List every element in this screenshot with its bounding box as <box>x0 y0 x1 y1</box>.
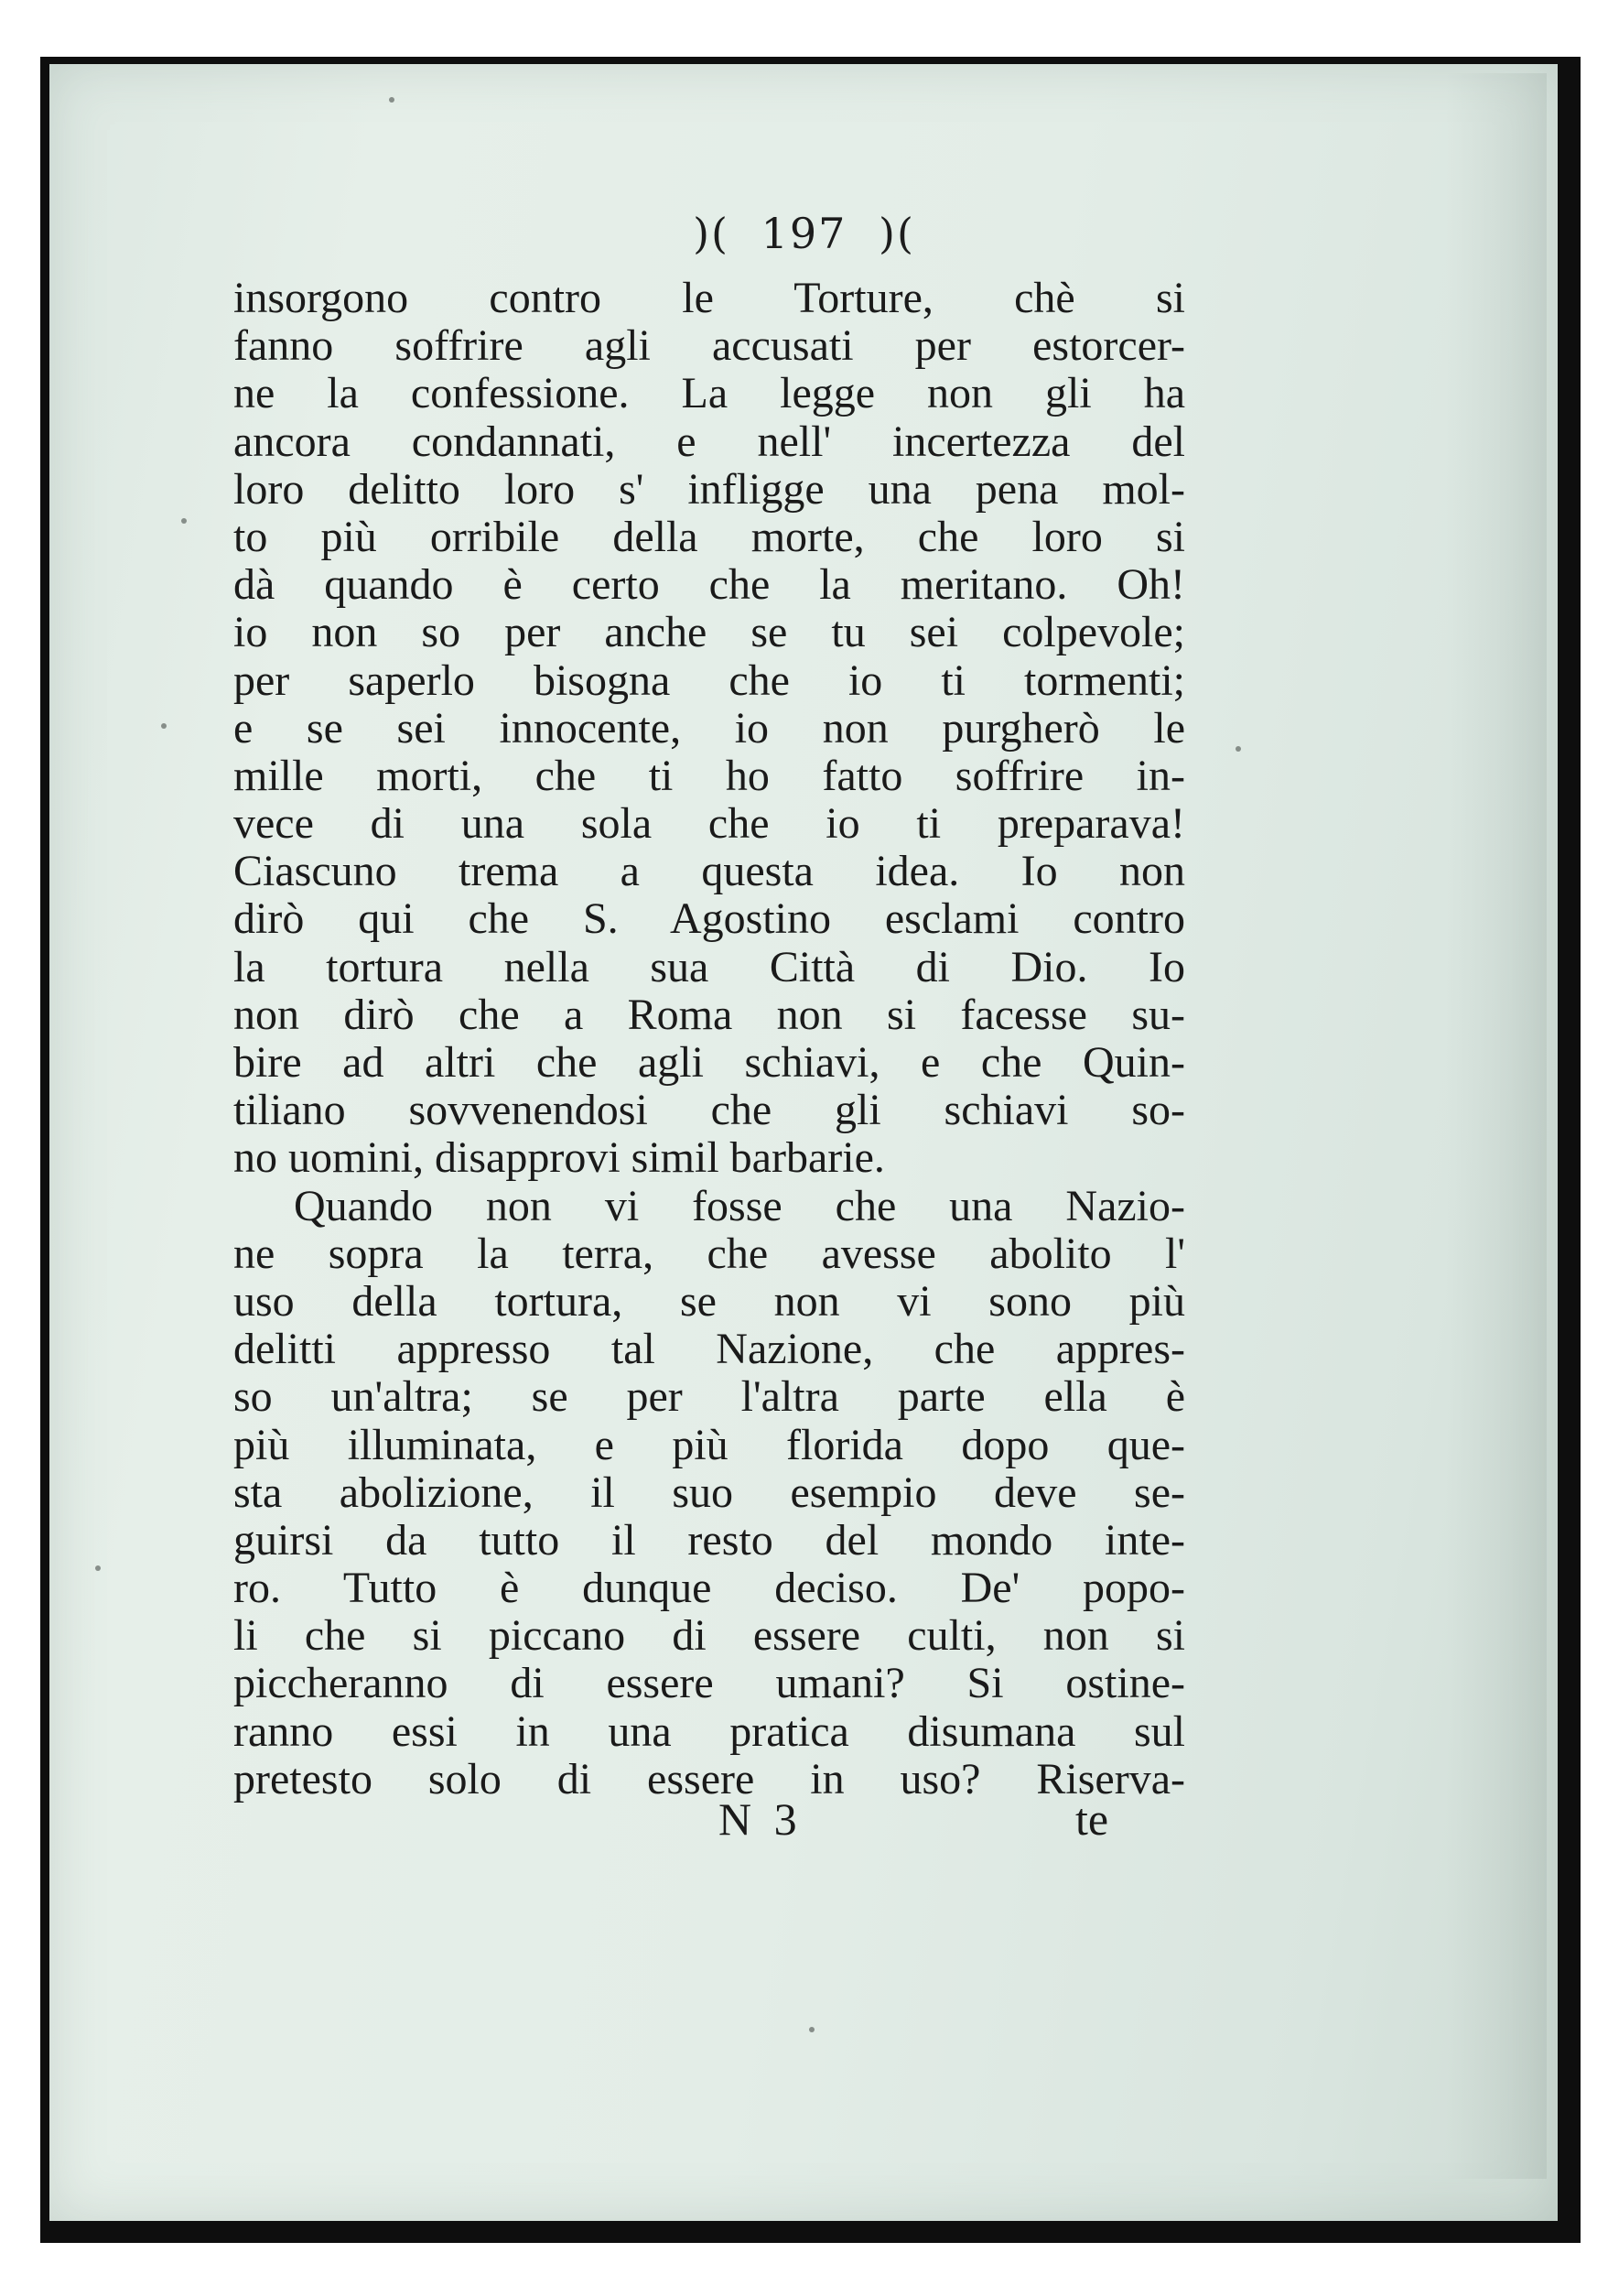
text-line: Ciascuno trema a questa idea. Io non <box>233 847 1185 896</box>
page-header <box>0 209 1608 258</box>
text-line: guirsi da tutto il resto del mondo inte- <box>233 1515 1185 1565</box>
text-line: ro. Tutto è dunque deciso. De' popo- <box>233 1564 1185 1613</box>
text-line: fanno soffrire agli accusati per estorcer- <box>233 321 1185 371</box>
paper-speck <box>809 2027 815 2032</box>
paragraph-start-line: Quando non vi fosse che una Nazio- <box>294 1181 1185 1230</box>
text-line: piccheranno di essere umani? Si ostine- <box>233 1659 1185 1708</box>
signature-mark: N 3 <box>718 1793 803 1845</box>
paper-speck <box>95 1565 101 1571</box>
page-edge-shadow <box>1446 73 1547 2179</box>
text-line: la tortura nella sua Città di Dio. Io <box>233 942 1185 991</box>
text-line: non dirò che a Roma non si facesse su- <box>233 990 1185 1039</box>
text-line: più illuminata, e più florida dopo que- <box>233 1420 1185 1469</box>
text-line: dirò qui che S. Agostino esclami contro <box>233 894 1185 944</box>
paper-speck <box>161 723 167 729</box>
page-number: 197 <box>761 209 847 258</box>
text-line: bire ad altri che agli schiavi, e che Quin- <box>233 1038 1185 1087</box>
text-line: sta abolizione, il suo esempio deve se- <box>233 1467 1185 1517</box>
text-line: li che si piccano di essere culti, non si <box>233 1611 1185 1661</box>
text-line: insorgono contro le Torture, chè si <box>233 274 1185 322</box>
text-line: pretesto solo di essere in uso? Riserva- <box>233 1754 1185 1803</box>
text-line: to più orribile della morte, che loro si <box>233 512 1185 561</box>
paper-speck <box>389 97 394 103</box>
text-line: mille morti, che ti ho fatto soffrire in- <box>233 751 1185 800</box>
text-line: ranno essi in una pratica disumana sul <box>233 1706 1185 1756</box>
page-body-text <box>233 275 1185 1803</box>
text-line: ancora condannati, e nell' incertezza del <box>233 417 1185 466</box>
text-line: uso della tortura, se non vi sono più <box>233 1276 1185 1326</box>
catchword: te <box>1075 1793 1109 1845</box>
header-ornament-left: )( <box>693 209 729 258</box>
header-ornament-right: )( <box>879 209 915 258</box>
text-line: so un'altra; se per l'altra parte ella è <box>233 1372 1185 1422</box>
text-line: delitti appresso tal Nazione, che appres- <box>233 1325 1185 1374</box>
text-line: dà quando è certo che la meritano. Oh! <box>233 560 1185 610</box>
text-line: e se sei innocente, io non purgherò le <box>233 703 1185 753</box>
text-line: per saperlo bisogna che io ti tormenti; <box>233 655 1185 705</box>
text-line: io non so per anche se tu sei colpevole; <box>233 608 1185 657</box>
text-line: no uomini, disapprovi simil barbarie. <box>233 1133 885 1183</box>
paper-speck <box>181 518 187 524</box>
text-line: tiliano sovvenendosi che gli schiavi so- <box>233 1086 1185 1135</box>
text-line: ne la confessione. La legge non gli ha <box>233 369 1185 418</box>
paper-speck <box>1236 746 1241 752</box>
text-line: loro delitto loro s' infligge una pena mol- <box>233 464 1185 514</box>
text-line: vece di una sola che io ti preparava! <box>233 799 1185 849</box>
page-footer <box>233 1792 1149 1847</box>
text-line: ne sopra la terra, che avesse abolito l' <box>233 1229 1185 1278</box>
